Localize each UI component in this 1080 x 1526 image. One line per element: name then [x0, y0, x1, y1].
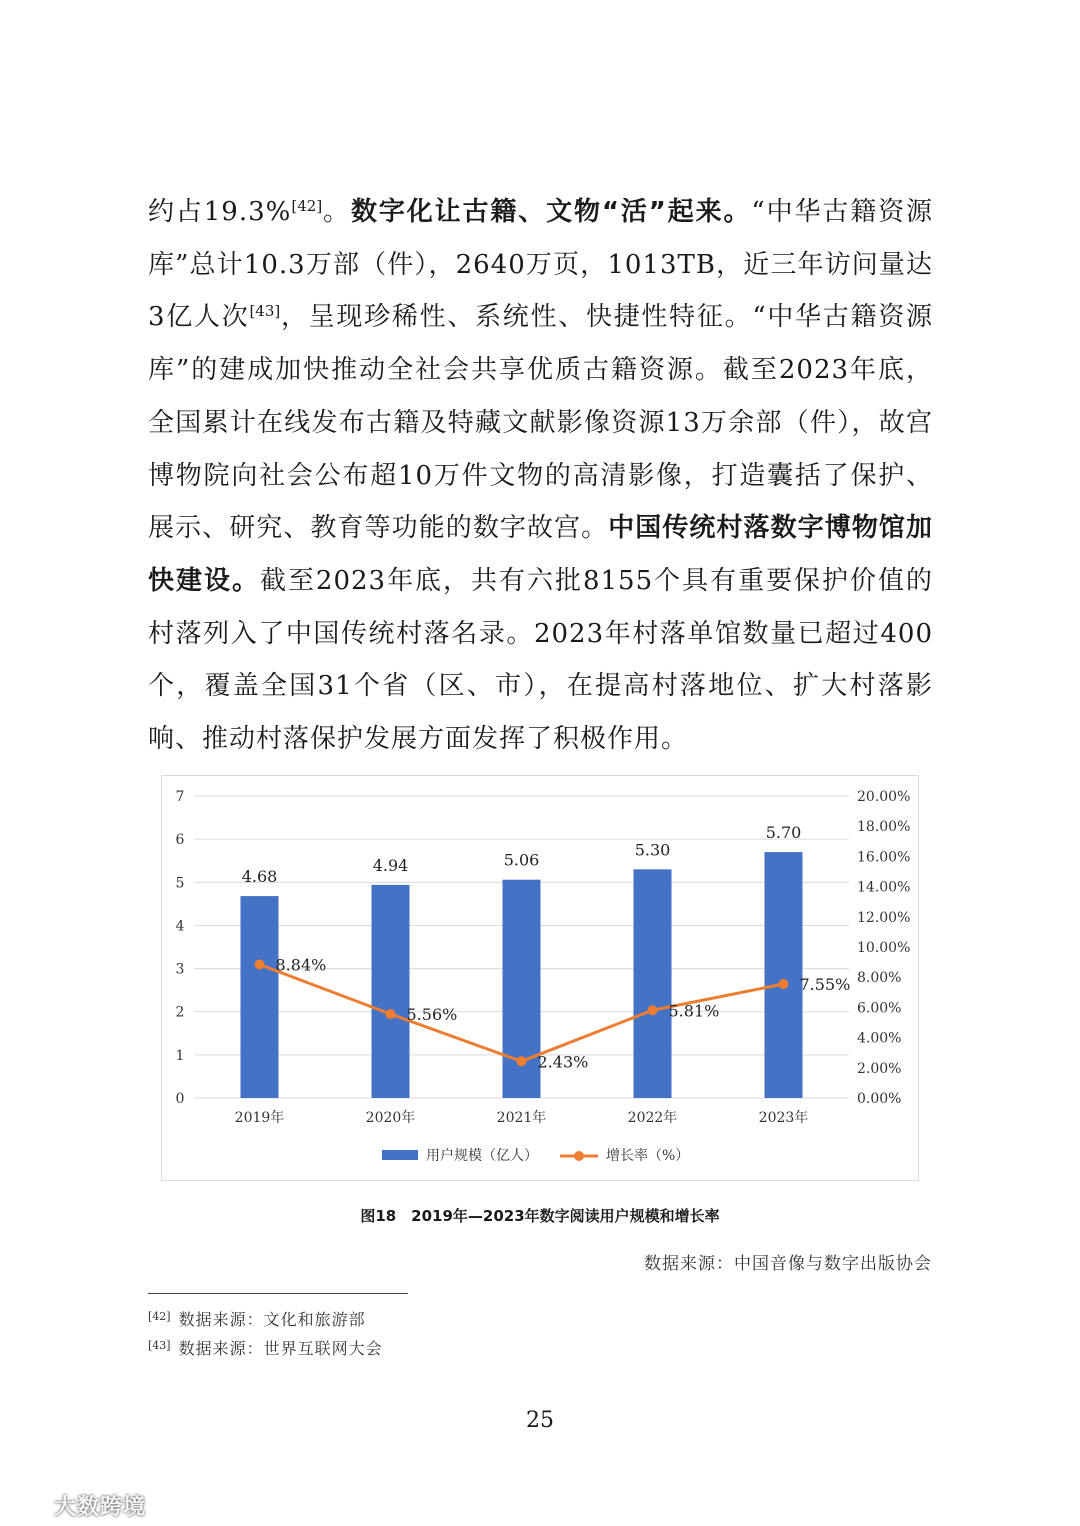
bar-data-label: 5.30 — [634, 840, 671, 860]
footnote-divider — [148, 1293, 408, 1294]
footnote-marker: [43] — [148, 1339, 171, 1352]
bar-data-label: 5.70 — [765, 823, 802, 843]
growth-rate-point — [517, 1056, 527, 1066]
footnote-43 — [148, 1336, 383, 1359]
growth-rate-point — [779, 979, 789, 989]
y-right-tick-label: 12.00% — [857, 909, 911, 926]
y-left-tick-label: 2 — [175, 1004, 185, 1021]
chart-frame — [161, 775, 919, 1181]
bar-2020年 — [372, 885, 410, 1098]
bold-heading-villages: 中国传统村落数字博物馆加快建设。 — [148, 513, 933, 596]
y-right-tick-label: 2.00% — [857, 1060, 902, 1077]
line-data-label: 7.55% — [799, 974, 851, 994]
y-left-tick-label: 6 — [175, 832, 185, 849]
y-right-tick-label: 20.00% — [857, 789, 911, 805]
figure-caption: 图18 2019年—2023年数字阅读用户规模和增长率 — [360, 1207, 720, 1225]
footnote-42 — [148, 1307, 366, 1330]
legend-bar-swatch — [382, 1150, 418, 1160]
x-tick-label: 2021年 — [496, 1110, 547, 1126]
bar-2023年 — [765, 852, 803, 1098]
growth-rate-point — [386, 1009, 396, 1019]
y-right-tick-label: 6.00% — [857, 1000, 902, 1017]
watermark-text: 大数跨境 — [54, 1495, 147, 1520]
x-tick-label: 2023年 — [758, 1110, 809, 1126]
line-data-label: 5.81% — [668, 1001, 720, 1021]
watermark-logo-icon — [10, 1494, 50, 1518]
growth-rate-point — [648, 1005, 658, 1015]
x-tick-label: 2020年 — [365, 1110, 416, 1126]
bar-data-label: 4.68 — [241, 867, 278, 887]
line-data-label: 5.56% — [406, 1005, 458, 1025]
body-paragraph — [148, 186, 933, 766]
line-data-label: 8.84% — [275, 955, 327, 975]
x-tick-label: 2019年 — [234, 1110, 285, 1126]
y-right-tick-label: 10.00% — [857, 940, 911, 956]
y-left-tick-label: 3 — [175, 961, 185, 978]
text-segment: 。 — [322, 197, 351, 227]
y-right-tick-label: 0.00% — [857, 1091, 902, 1107]
x-tick-label: 2022年 — [627, 1110, 678, 1126]
growth-rate-point — [255, 960, 265, 970]
footnote-ref-43[interactable]: [43] — [249, 302, 281, 321]
y-right-tick-label: 8.00% — [857, 970, 902, 987]
y-right-tick-label: 4.00% — [857, 1030, 902, 1047]
text-segment: 约占19.3% — [148, 197, 292, 227]
y-left-tick-label: 5 — [175, 875, 185, 892]
line-data-label: 2.43% — [537, 1052, 589, 1072]
text-segment: “中华古籍资源库”总计10.3万部（件），2640万页，1013TB，近三年访问量达3亿人次 — [148, 197, 933, 333]
y-left-tick-label: 4 — [175, 918, 185, 935]
bar-2022年 — [634, 869, 672, 1098]
y-right-tick-label: 16.00% — [857, 849, 911, 866]
bar-2019年 — [241, 896, 279, 1098]
legend-line-label: 增长率（%） — [606, 1148, 690, 1164]
y-left-tick-label: 0 — [175, 1091, 185, 1107]
bar-data-label: 5.06 — [503, 850, 540, 870]
y-right-tick-label: 18.00% — [857, 819, 911, 836]
watermark — [10, 1490, 146, 1521]
footnote-ref-42[interactable]: [42] — [291, 197, 323, 215]
footnote-text: 数据来源：文化和旅游部 — [178, 1310, 366, 1329]
data-source: 数据来源：中国音像与数字出版协会 — [644, 1254, 932, 1274]
y-right-tick-label: 14.00% — [857, 879, 911, 896]
page-number: 25 — [526, 1408, 554, 1433]
combo-chart — [162, 776, 920, 1182]
y-left-tick-label: 1 — [175, 1047, 185, 1064]
text-segment: 截至2023年底，共有六批8155个具有重要保护价值的村落列入了中国传统村落名录。2023年村落单馆数量已超过400个，覆盖全国31个省（区、市），在提高村落地位、扩大村落影响、推动村落保护发展方面发挥了积极作用。 — [148, 565, 933, 755]
footnote-marker: [42] — [148, 1310, 171, 1323]
legend-line-marker — [574, 1151, 584, 1161]
legend-bar-label: 用户规模（亿人） — [426, 1148, 538, 1164]
bold-heading-ancient-books: 数字化让古籍、文物“活”起来。 — [350, 197, 752, 227]
text-segment: ，呈现珍稀性、系统性、快捷性特征。“中华古籍资源库”的建成加快推动全社会共享优质古籍资源。截至2023年底，全国累计在线发布古籍及特藏文献影像资源13万余部（件），故宫博物院向社会公布超10万件文物的高清影像，打造囊括了保护、展示、研究、教育等功能的数字故宫。 — [148, 302, 933, 544]
bar-data-label: 4.94 — [372, 855, 409, 875]
footnote-text: 数据来源：世界互联网大会 — [178, 1339, 383, 1358]
y-left-tick-label: 7 — [175, 789, 185, 805]
